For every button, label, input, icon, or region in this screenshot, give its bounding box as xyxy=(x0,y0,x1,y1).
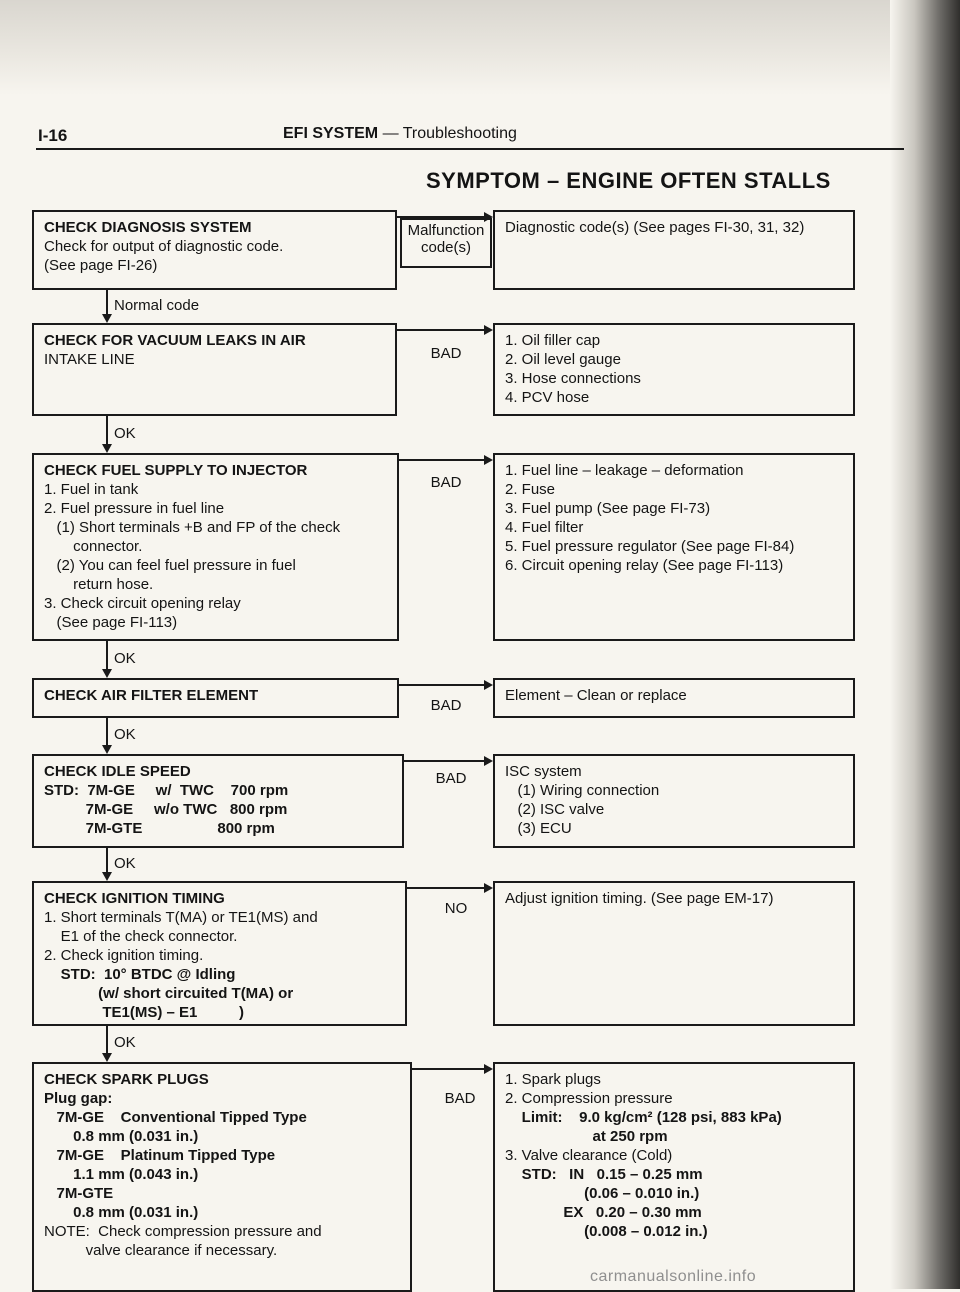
scan-binding-edge xyxy=(890,0,960,1289)
check-line: Plug gap: xyxy=(44,1090,113,1107)
branch-text: code(s) xyxy=(420,239,472,256)
result-line: Limit: 9.0 kg/cm² (128 psi, 883 kPa) xyxy=(505,1109,782,1126)
check-line: STD: 10° BTDC @ Idling xyxy=(44,966,236,983)
branch-text: BAD xyxy=(430,345,462,362)
check-line: Check for output of diagnostic code. xyxy=(44,238,284,255)
check-line: (See page FI-113) xyxy=(44,614,178,631)
branch-arrow xyxy=(484,325,493,335)
branch-connector xyxy=(399,459,485,461)
check-line: E1 of the check connector. xyxy=(44,928,238,945)
branch-text: BAD xyxy=(444,1090,476,1107)
flow-connector xyxy=(106,641,108,670)
check-line: (2) You can feel fuel pressure in fuel xyxy=(44,557,296,574)
check-line: return hose. xyxy=(44,576,154,593)
branch-text: Malfunction xyxy=(407,222,485,239)
header-rule xyxy=(36,148,904,150)
result-line: (2) ISC valve xyxy=(505,801,605,818)
branch-connector xyxy=(412,1068,485,1070)
next-label: Normal code xyxy=(114,297,200,314)
result-line: 4. PCV hose xyxy=(505,389,590,406)
result-line: EX 0.20 – 0.30 mm xyxy=(505,1204,702,1221)
result-line: 3. Fuel pump (See page FI-73) xyxy=(505,500,711,517)
branch-label-3 xyxy=(400,474,492,491)
next-label: OK xyxy=(114,1034,136,1051)
branch-label-1 xyxy=(400,218,492,268)
flow-connector xyxy=(106,1026,108,1054)
check-box-5 xyxy=(32,754,404,848)
check-title: CHECK AIR FILTER ELEMENT xyxy=(44,687,259,704)
result-line: (3) ECU xyxy=(505,820,572,837)
result-line: (0.06 – 0.010 in.) xyxy=(505,1185,700,1202)
check-line: (1) Short terminals +B and FP of the check xyxy=(44,519,341,536)
result-line: 2. Compression pressure xyxy=(505,1090,673,1107)
check-line: 0.8 mm (0.031 in.) xyxy=(44,1128,199,1145)
branch-arrow xyxy=(484,756,493,766)
check-line: 7M-GE w/o TWC 800 rpm xyxy=(44,801,288,818)
check-title: CHECK SPARK PLUGS xyxy=(44,1071,209,1088)
branch-label-5 xyxy=(405,770,497,787)
branch-label-2 xyxy=(400,345,492,362)
check-line: 7M-GTE 800 rpm xyxy=(44,820,275,837)
result-line: 4. Fuel filter xyxy=(505,519,584,536)
scan-shadow-top xyxy=(0,0,960,95)
check-box-1 xyxy=(32,210,397,290)
result-box-4 xyxy=(493,678,855,718)
check-line: 2. Fuel pressure in fuel line xyxy=(44,500,225,517)
result-line: 1. Fuel line – leakage – deformation xyxy=(505,462,744,479)
result-box-6 xyxy=(493,881,855,1026)
check-line: (See page FI-26) xyxy=(44,257,158,274)
check-title: CHECK DIAGNOSIS SYSTEM xyxy=(44,219,252,236)
page-number: I-16 xyxy=(38,126,68,145)
check-line: 0.8 mm (0.031 in.) xyxy=(44,1204,199,1221)
check-box-3 xyxy=(32,453,399,641)
branch-arrow xyxy=(484,455,493,465)
next-label: OK xyxy=(114,650,136,667)
result-box-2 xyxy=(493,323,855,416)
result-line: at 250 rpm xyxy=(505,1128,668,1145)
flow-arrow xyxy=(102,314,112,323)
check-line: 1. Short terminals T(MA) or TE1(MS) and xyxy=(44,909,318,926)
result-box-3 xyxy=(493,453,855,641)
result-box-7 xyxy=(493,1062,855,1292)
branch-arrow xyxy=(484,883,493,893)
branch-connector xyxy=(399,684,485,686)
symptom-title: SYMPTOM – ENGINE OFTEN STALLS xyxy=(426,168,831,193)
check-box-6 xyxy=(32,881,407,1026)
branch-text: NO xyxy=(444,900,468,917)
running-header xyxy=(283,125,517,143)
check-box-4 xyxy=(32,678,399,718)
result-line: 3. Hose connections xyxy=(505,370,641,387)
branch-label-6 xyxy=(410,900,502,917)
check-line: 2. Check ignition timing. xyxy=(44,947,204,964)
flow-arrow xyxy=(102,745,112,754)
check-line: 3. Check circuit opening relay xyxy=(44,595,241,612)
check-line: valve clearance if necessary. xyxy=(44,1242,278,1259)
result-line: 1. Oil filler cap xyxy=(505,332,601,349)
result-box-5 xyxy=(493,754,855,848)
branch-connector xyxy=(407,887,485,889)
result-line: 6. Circuit opening relay (See page FI-113) xyxy=(505,557,784,574)
flow-arrow xyxy=(102,1053,112,1062)
branch-text: BAD xyxy=(430,474,462,491)
result-line: 2. Oil level gauge xyxy=(505,351,621,368)
result-line: STD: IN 0.15 – 0.25 mm xyxy=(505,1166,703,1183)
flow-arrow xyxy=(102,669,112,678)
branch-label-4 xyxy=(400,697,492,714)
check-box-2 xyxy=(32,323,397,416)
check-line: 7M-GTE xyxy=(44,1185,114,1202)
check-line: (w/ short circuited T(MA) or xyxy=(44,985,294,1002)
flow-arrow xyxy=(102,444,112,453)
check-title: CHECK FOR VACUUM LEAKS IN AIR xyxy=(44,332,306,349)
flow-connector xyxy=(106,848,108,873)
check-title: CHECK IDLE SPEED xyxy=(44,763,191,780)
subsection-title: — Troubleshooting xyxy=(382,125,517,142)
next-label: OK xyxy=(114,425,136,442)
check-line: TE1(MS) – E1 ) xyxy=(44,1004,245,1021)
result-line: 1. Spark plugs xyxy=(505,1071,601,1088)
check-line: NOTE: Check compression pressure and xyxy=(44,1223,322,1240)
check-box-7 xyxy=(32,1062,412,1292)
next-label: OK xyxy=(114,726,136,743)
check-line: STD: 7M-GE w/ TWC 700 rpm xyxy=(44,782,289,799)
check-line: 1.1 mm (0.043 in.) xyxy=(44,1166,199,1183)
check-title: CHECK IGNITION TIMING xyxy=(44,890,225,907)
flow-connector xyxy=(106,718,108,746)
branch-arrow xyxy=(484,680,493,690)
result-line: Element – Clean or replace xyxy=(505,687,687,704)
branch-text: BAD xyxy=(435,770,467,787)
branch-text: BAD xyxy=(430,697,462,714)
check-line: 7M-GE Conventional Tipped Type xyxy=(44,1109,307,1126)
branch-connector xyxy=(397,216,485,218)
branch-arrow xyxy=(484,1064,493,1074)
result-line: Adjust ignition timing. (See page EM-17) xyxy=(505,890,774,907)
branch-connector xyxy=(404,760,485,762)
check-title: CHECK FUEL SUPPLY TO INJECTOR xyxy=(44,462,308,479)
check-line: connector. xyxy=(44,538,143,555)
result-line: ISC system xyxy=(505,763,582,780)
result-line: (0.008 – 0.012 in.) xyxy=(505,1223,708,1240)
result-line: 2. Fuse xyxy=(505,481,556,498)
result-line: 3. Valve clearance (Cold) xyxy=(505,1147,673,1164)
result-line: Diagnostic code(s) (See pages FI-30, 31, 32) xyxy=(505,219,805,236)
branch-connector xyxy=(397,329,485,331)
branch-arrow xyxy=(484,212,493,222)
check-line: INTAKE LINE xyxy=(44,351,135,368)
result-line: (1) Wiring connection xyxy=(505,782,660,799)
result-line: 5. Fuel pressure regulator (See page FI-84) xyxy=(505,538,795,555)
check-line: 1. Fuel in tank xyxy=(44,481,139,498)
section-title: EFI SYSTEM xyxy=(283,125,379,142)
check-line: 7M-GE Platinum Tipped Type xyxy=(44,1147,276,1164)
flow-connector xyxy=(106,416,108,445)
result-box-1 xyxy=(493,210,855,290)
flow-connector xyxy=(106,290,108,315)
next-label: OK xyxy=(114,855,136,872)
watermark: carmanualsonline.info xyxy=(590,1268,757,1285)
flow-arrow xyxy=(102,872,112,881)
